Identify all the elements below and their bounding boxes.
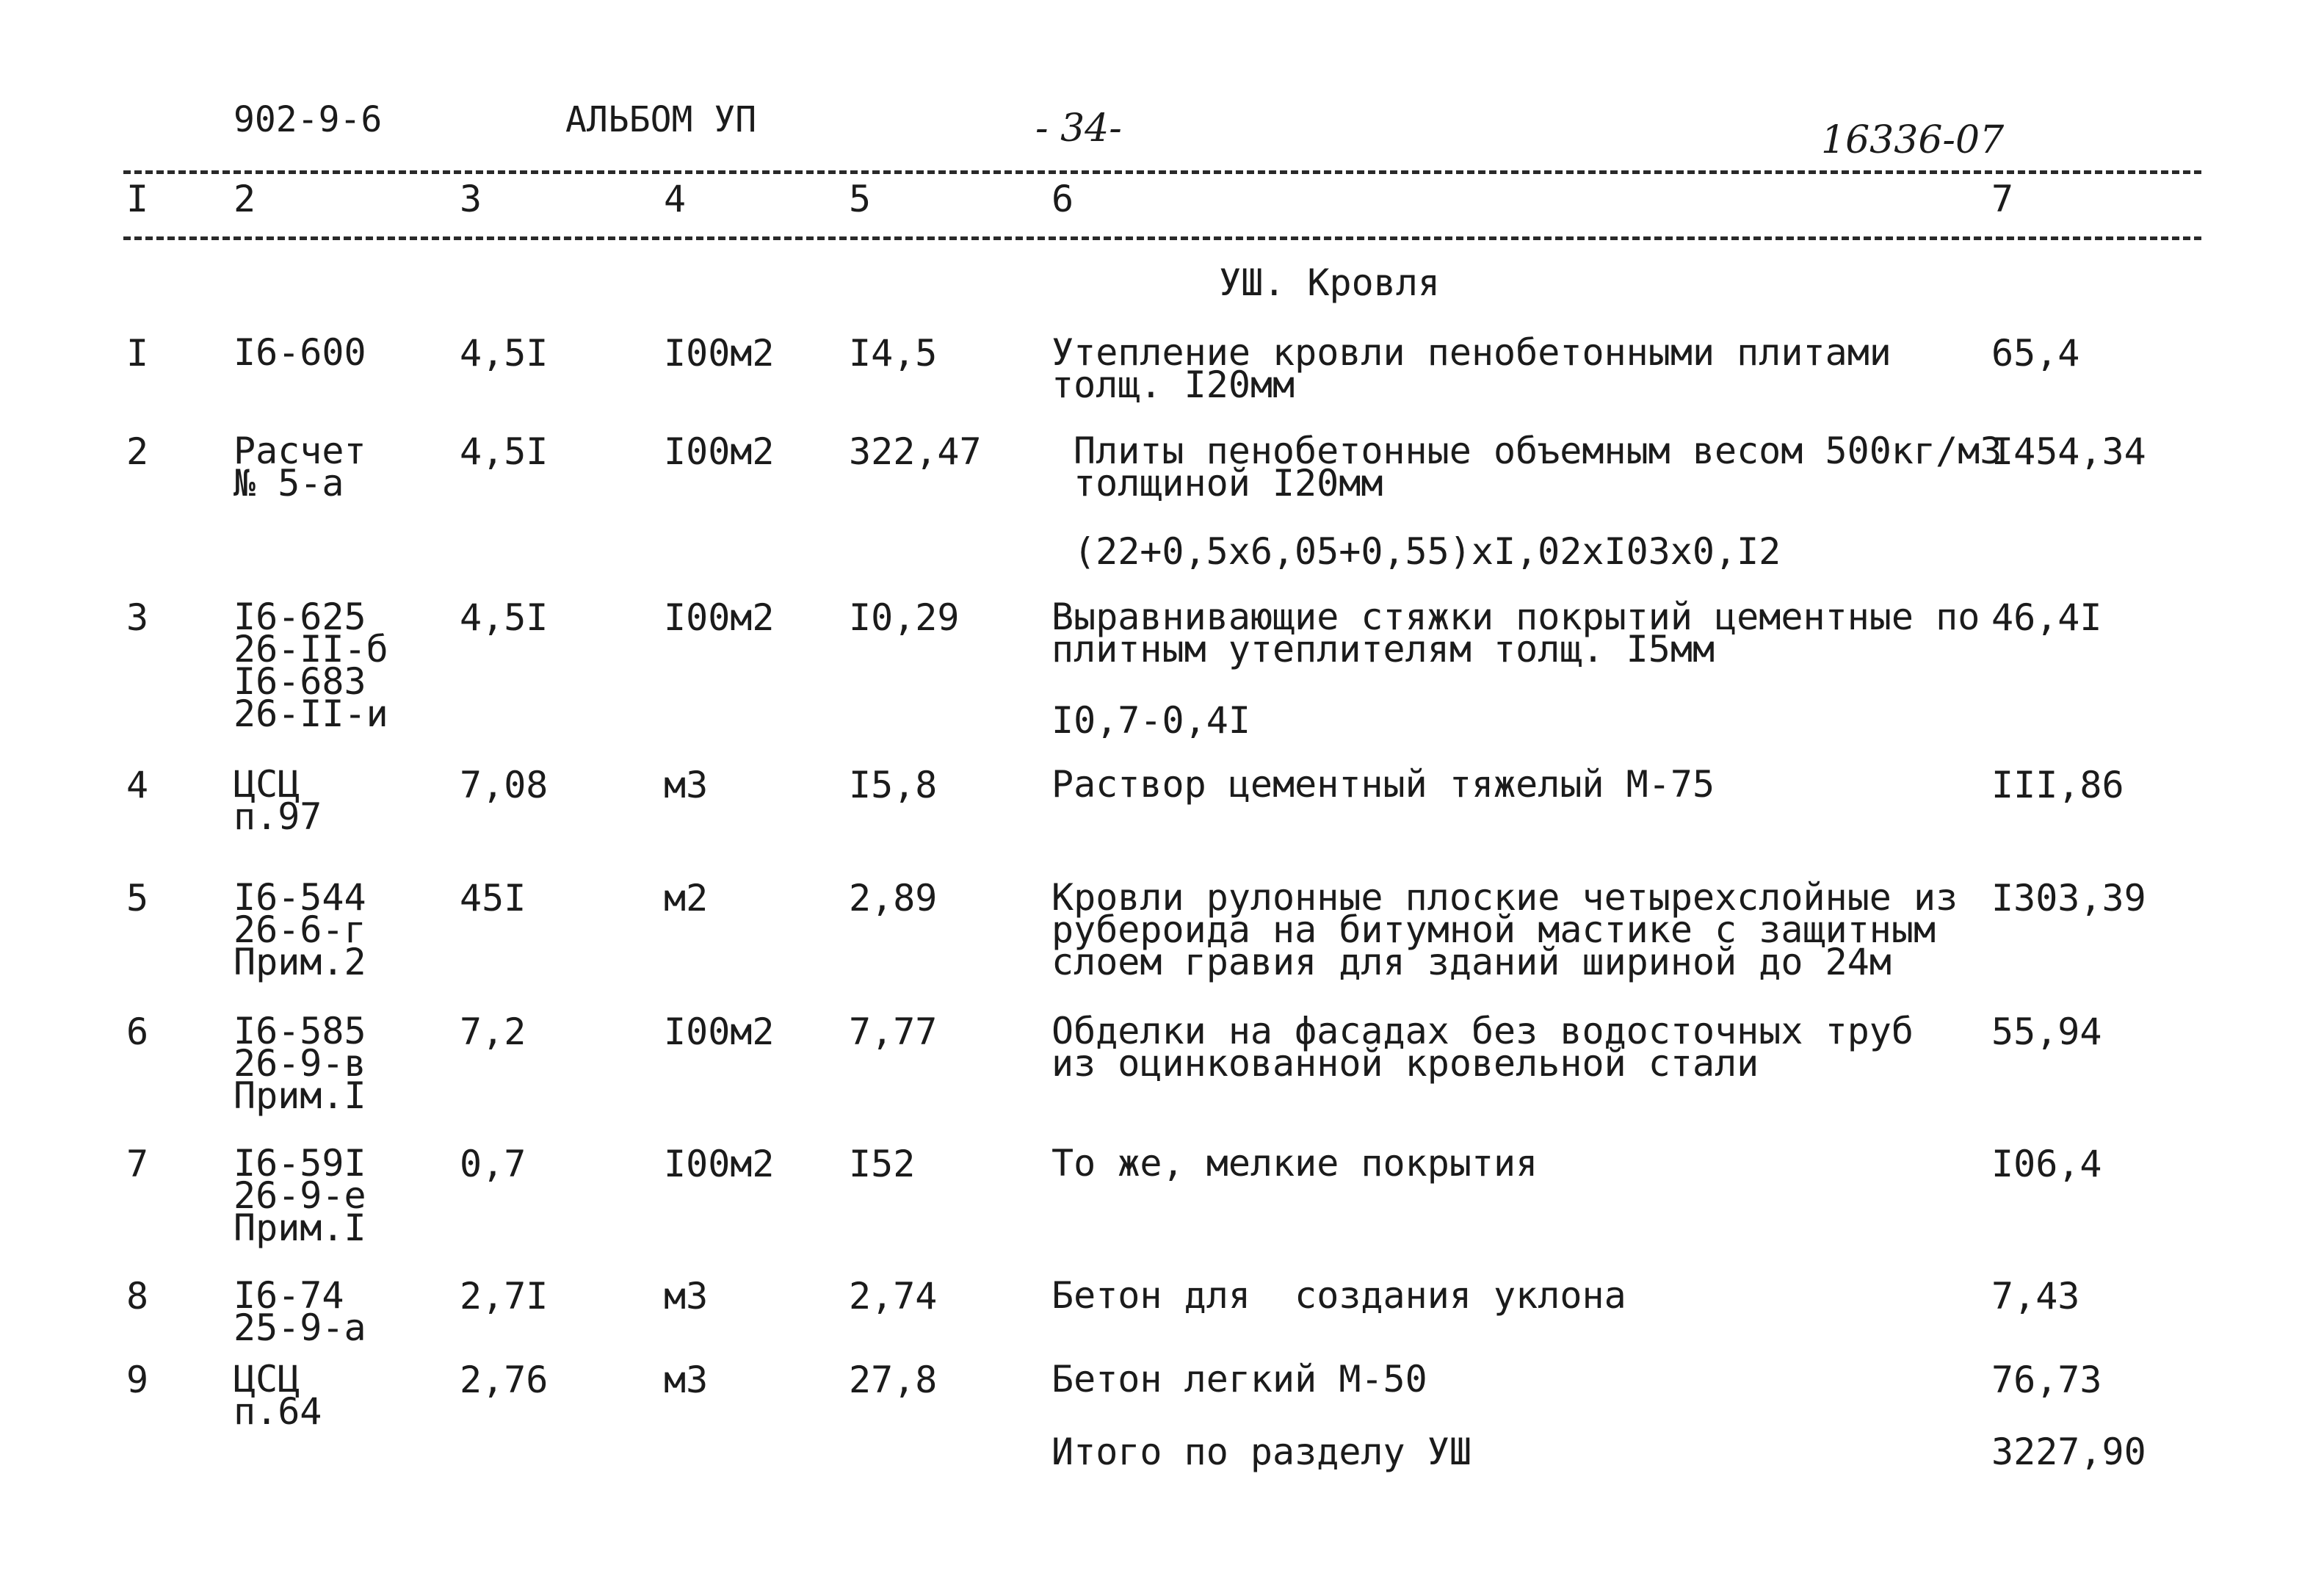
column-header-2: 2: [234, 178, 256, 220]
norm-code: I6-600: [234, 331, 366, 374]
unit-price: I4,5: [849, 332, 938, 375]
norm-code: I6-74 25-9-а: [234, 1274, 366, 1349]
norm-code: I6-585 26-9-в Прим.I: [234, 1010, 366, 1117]
unit: м3: [664, 1359, 709, 1401]
calculation-formula: (22+0,5х6,05+0,55)хI,02хI03х0,I2: [1074, 530, 1781, 573]
page-number: - 34-: [1035, 106, 1122, 151]
row-number: 2: [126, 430, 149, 473]
norm-code: ЦСЦ п.64: [234, 1358, 322, 1433]
row-number: 9: [126, 1359, 149, 1401]
row-number: 3: [126, 596, 149, 639]
quantity: 7,08: [460, 764, 549, 806]
quantity: 0,7: [460, 1143, 526, 1185]
row-number: 7: [126, 1143, 149, 1185]
unit: м3: [664, 1275, 709, 1317]
unit: I00м2: [664, 430, 775, 473]
work-description: То же, мелкие покрытия: [1051, 1142, 1538, 1185]
unit: м3: [664, 764, 709, 806]
row-total: 46,4I: [1991, 596, 2102, 639]
row-number: I: [126, 332, 149, 375]
quantity: 2,76: [460, 1359, 549, 1401]
unit: I00м2: [664, 1011, 775, 1053]
quantity: 4,5I: [460, 430, 549, 473]
quantity: 4,5I: [460, 332, 549, 375]
column-header-6: 6: [1051, 178, 1074, 220]
work-description: Утепление кровли пенобетонными плитами толщ. I20мм: [1051, 331, 1892, 406]
unit-price: I5,8: [849, 764, 938, 806]
norm-code: ЦСЦ п.97: [234, 763, 322, 838]
unit: I00м2: [664, 1143, 775, 1185]
column-header-1: I: [126, 178, 149, 220]
row-number: 5: [126, 877, 149, 919]
unit-price: 27,8: [849, 1359, 938, 1401]
row-total: 55,94: [1991, 1011, 2102, 1053]
row-total: I303,39: [1991, 877, 2146, 919]
unit-price: I52: [849, 1143, 916, 1185]
norm-code: I6-625 26-II-б I6-683 26-II-и: [234, 596, 388, 735]
work-description: Бетон легкий М-50: [1051, 1358, 1427, 1400]
header-rule-top: [123, 170, 2201, 174]
norm-code: I6-59I 26-9-е Прим.I: [234, 1142, 366, 1249]
unit-price: 322,47: [849, 430, 982, 473]
unit: I00м2: [664, 596, 775, 639]
column-header-5: 5: [849, 178, 872, 220]
work-description: Плиты пенобетонные объемным весом 500кг/м3 толщиной I20мм: [1074, 430, 2002, 505]
norm-code: I6-544 26-6-г Прим.2: [234, 876, 366, 983]
quantity: 2,7I: [460, 1275, 549, 1317]
work-description: Бетон для создания уклона: [1051, 1274, 1626, 1317]
column-header-4: 4: [664, 178, 687, 220]
row-total: 7,43: [1991, 1275, 2080, 1317]
unit-price: 7,77: [849, 1011, 938, 1053]
work-description: Обделки на фасадах без водосточных труб из оцинкованной кровельной стали: [1051, 1010, 1914, 1085]
section-summary-total: 3227,90: [1991, 1431, 2146, 1473]
work-description: Выравнивающие стяжки покрытий цементные по плитным утеплителям толщ. I5мм: [1051, 596, 1980, 670]
row-total: III,86: [1991, 764, 2124, 806]
row-number: 6: [126, 1011, 149, 1053]
row-total: 76,73: [1991, 1359, 2102, 1401]
work-description: Раствор цементный тяжелый М-75: [1051, 763, 1715, 806]
unit: I00м2: [664, 332, 775, 375]
row-total: I454,34: [1991, 430, 2146, 473]
unit-price: 2,74: [849, 1275, 938, 1317]
handwritten-stamp: 16336-07: [1821, 118, 2005, 162]
album-label: АЛЬБОМ УП: [565, 99, 757, 140]
section-summary-label: Итого по разделу УШ: [1051, 1431, 1471, 1473]
quantity: 45I: [460, 877, 526, 919]
unit: м2: [664, 877, 709, 919]
header-rule-bottom: [123, 236, 2201, 240]
column-header-3: 3: [460, 178, 482, 220]
calculation-formula: I0,7-0,4I: [1051, 699, 1250, 742]
row-total: I06,4: [1991, 1143, 2102, 1185]
unit-price: 2,89: [849, 877, 938, 919]
section-title: УШ. Кровля: [1219, 261, 1441, 304]
norm-code: Расчет № 5-а: [234, 430, 366, 505]
row-number: 8: [126, 1275, 149, 1317]
work-description: Кровли рулонные плоские четырехслойные из рубероида на битумной мастике с защитным слоем гравия для зданий шириной до 24м: [1051, 876, 1958, 983]
row-number: 4: [126, 764, 149, 806]
unit-price: I0,29: [849, 596, 960, 639]
quantity: 7,2: [460, 1011, 526, 1053]
column-header-7: 7: [1991, 178, 2014, 220]
quantity: 4,5I: [460, 596, 549, 639]
row-total: 65,4: [1991, 332, 2080, 375]
document-code: 902-9-6: [234, 99, 383, 140]
